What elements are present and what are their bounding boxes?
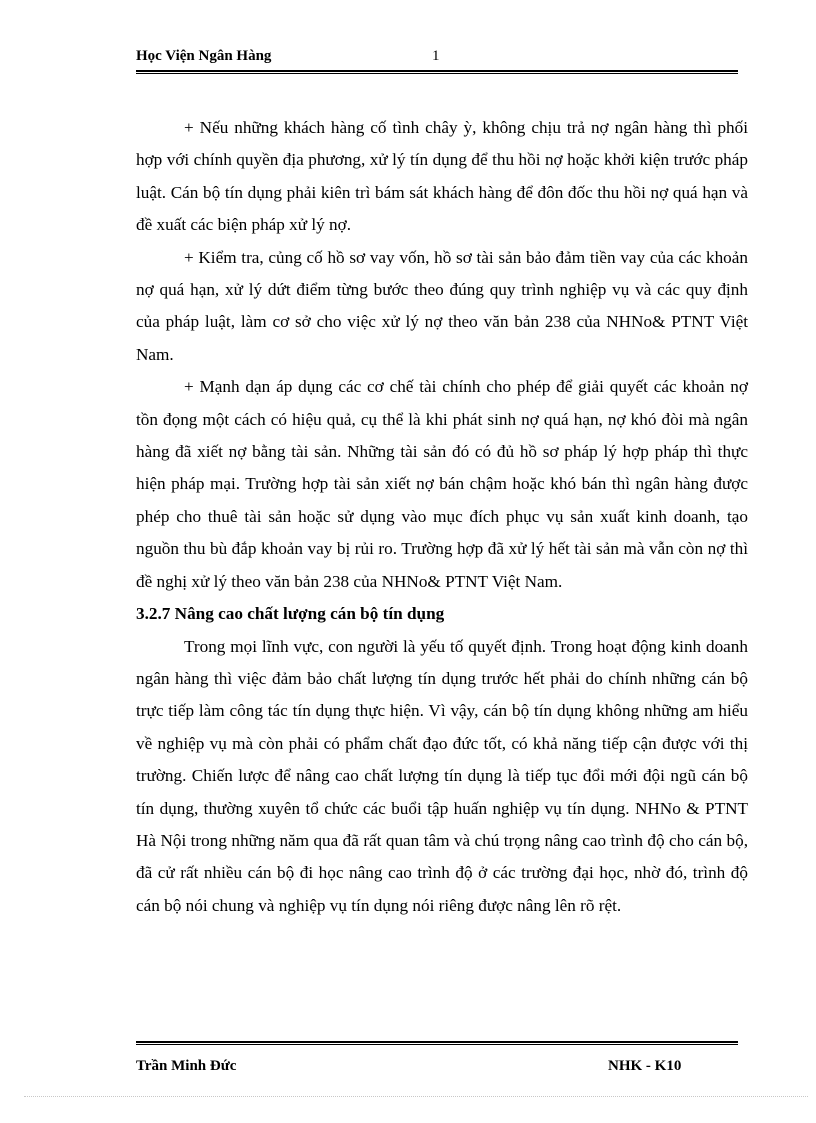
page-edge-guide (24, 1096, 808, 1097)
footer-author: Trần Minh Đức (136, 1058, 237, 1074)
section-heading: 3.2.7 Nâng cao chất lượng cán bộ tín dụng (136, 604, 445, 624)
paragraph-credit-staff-quality: Trong mọi lĩnh vực, con người là yếu tố quyết định. Trong hoạt động kinh doanh ngân hàng thì việc đảm bảo chất lượng tín dụng trước hết phải do chính những cán bộ trực tiếp làm công tác tín dụng thực hiện. Vì vậy, cán bộ tín dụng không những am hiểu về nghiệp vụ mà còn phải có phẩm chất đạo đức tốt, có khả năng tiếp cận được với thị trường. Chiến lược để nâng cao chất lượng tín dụng là tiếp tục đổi mới đội ngũ cán bộ tín dụng, thường xuyên tổ chức các buổi tập huấn nghiệp vụ tín dụng. NHNo & PTNT Hà Nội trong những năm qua đã rất quan tâm và chú trọng nâng cao trình độ cho cán bộ, đã cử rất nhiều cán bộ đi học nâng cao trình độ ở các trường đại học, nhờ đó, trình độ cán bộ nói chung và nghiệp vụ tín dụng nói riêng được nâng lên rõ rệt. (136, 636, 748, 915)
header-divider (136, 70, 738, 74)
paragraph-loan-records: + Kiểm tra, củng cố hồ sơ vay vốn, hồ sơ tài sản bảo đảm tiền vay của các khoản nợ quá hạn, xử lý dứt điểm từng bước theo đúng quy trình nghiệp vụ và các quy định của pháp luật, làm cơ sở cho việc xử lý nợ theo văn bản 238 của NHNo& PTNT Việt Nam. (136, 247, 748, 364)
paragraph-financial-mechanisms: + Mạnh dạn áp dụng các cơ chế tài chính cho phép để giải quyết các khoản nợ tồn đọng một cách có hiệu quả, cụ thể là khi phát sinh nợ quá hạn, nợ khó đòi mà ngân hàng đã xiết nợ bằng tài sản. Những tài sản đó có đủ hồ sơ pháp lý hợp pháp thì thực hiện pháp mại. Trường hợp tài sản xiết nợ bán chậm hoặc khó bán thì ngân hàng được phép cho thuê tài sản hoặc sử dụng vào mục đích phục vụ sản xuất kinh doanh, tạo nguồn thu bù đắp khoản vay bị rủi ro. Trường hợp đã xử lý hết tài sản mà vẫn còn nợ thì đề nghị xử lý theo văn bản 238 của NHNo& PTNT Việt Nam. (136, 377, 748, 591)
footer-class-code: NHK - K10 (608, 1058, 682, 1074)
paragraph-debt-recovery: + Nếu những khách hàng cố tình chây ỳ, không chịu trả nợ ngân hàng thì phối hợp với chính quyền địa phương, xử lý tín dụng để thu hồi nợ hoặc khởi kiện trước pháp luật. Cán bộ tín dụng phải kiên trì bám sát khách hàng để đôn đốc thu hồi nợ quá hạn và đề xuất các biện pháp xử lý nợ. (136, 118, 748, 235)
page-header (136, 48, 738, 68)
footer-divider (136, 1041, 738, 1045)
header-title: Học Viện Ngân Hàng (136, 48, 272, 64)
page-footer (136, 1058, 738, 1078)
document-body (136, 112, 748, 922)
page-number: 1 (432, 48, 440, 64)
